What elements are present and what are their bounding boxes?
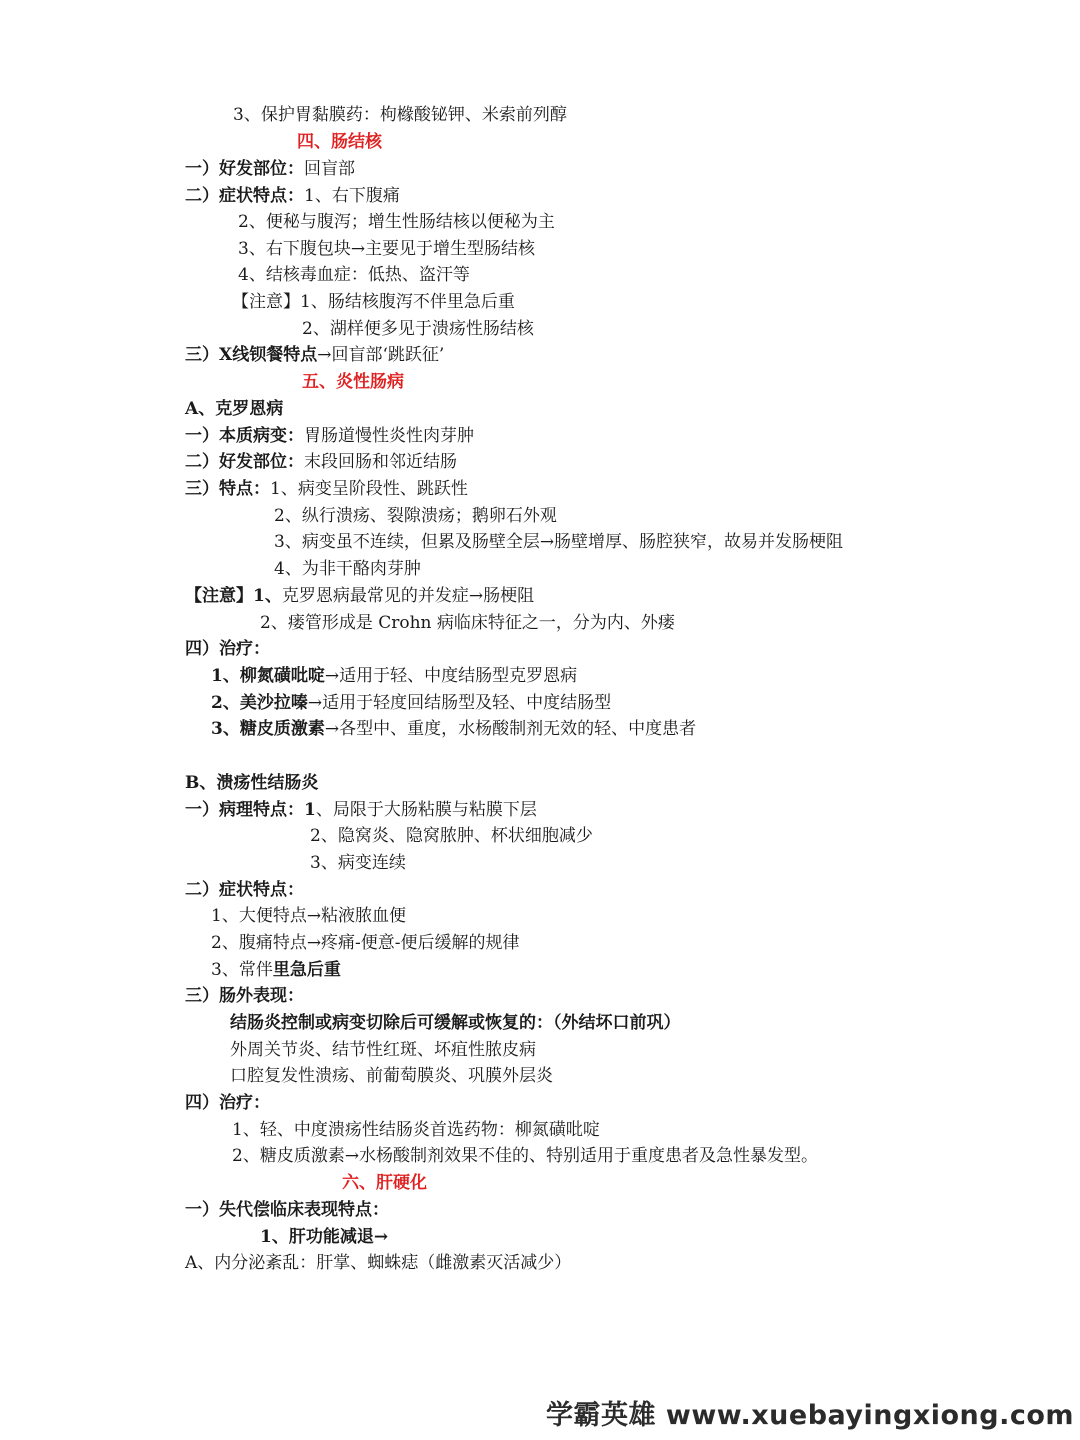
text-line: 外周关节炎、结节性红斑、坏疽性脓皮病	[230, 1040, 536, 1060]
text-line: 2、便秘与腹泻；增生性肠结核以便秘为主	[238, 212, 555, 232]
text-line: 3、病变虽不连续，但累及肠壁全层→肠壁增厚、肠腔狭窄，故易并发肠梗阻	[274, 532, 844, 552]
text-line: 2、美沙拉嗪→适用于轻度回结肠型及轻、中度结肠型	[211, 693, 612, 713]
text-line: 2、纵行溃疡、裂隙溃疡；鹅卵石外观	[274, 506, 557, 526]
text-line: 一）失代偿临床表现特点：	[185, 1200, 389, 1220]
text-line: 1、轻、中度溃疡性结肠炎首选药物：柳氮磺吡啶	[232, 1120, 600, 1140]
text-line: 2、隐窝炎、隐窝脓肿、杯状细胞减少	[310, 826, 593, 846]
text-line: 1、大便特点→粘液脓血便	[211, 906, 407, 926]
text-line: 一）好发部位：回盲部	[185, 159, 355, 179]
text-line: 二）好发部位：末段回肠和邻近结肠	[185, 452, 457, 472]
text-line: 3、病变连续	[310, 853, 406, 873]
text-line: 结肠炎控制或病变切除后可缓解或恢复的：（外结坏口前巩）	[230, 1013, 681, 1033]
section-heading: 四、肠结核	[297, 132, 382, 152]
text-line: 4、结核毒血症：低热、盗汗等	[238, 265, 470, 285]
text-line: 1、柳氮磺吡啶→适用于轻、中度结肠型克罗恩病	[211, 666, 578, 686]
text-line: 【注意】1、克罗恩病最常见的并发症→肠梗阻	[185, 586, 535, 606]
text-line: 2、湖样便多见于溃疡性肠结核	[302, 319, 534, 339]
text-line: 一）病理特点：1、局限于大肠粘膜与粘膜下层	[185, 800, 537, 820]
text-line: 三）肠外表现：	[185, 986, 304, 1006]
text-line: 一）本质病变：胃肠道慢性炎性肉芽肿	[185, 426, 474, 446]
text-line: 二）症状特点：	[185, 880, 304, 900]
text-line: 【注意】1、肠结核腹泻不伴里急后重	[232, 292, 515, 312]
text-line: 二）症状特点：1、右下腹痛	[185, 186, 400, 206]
watermark: 学霸英雄 www.xuebayingxiong.com	[546, 1400, 1075, 1431]
text-line: 三）特点：1、病变呈阶段性、跳跃性	[185, 479, 468, 499]
text-line: 3、常伴里急后重	[211, 960, 341, 980]
text-line: 三）X线钡餐特点→回盲部‘跳跃征’	[185, 345, 445, 365]
subsection-heading: B、溃疡性结肠炎	[185, 773, 319, 793]
text-line: 4、为非干酪肉芽肿	[274, 559, 421, 579]
text-line: 口腔复发性溃疡、前葡萄膜炎、巩膜外层炎	[230, 1066, 553, 1086]
text-line: A、内分泌紊乱：肝掌、蜘蛛痣（雌激素灭活减少）	[185, 1253, 572, 1273]
text-line: 1、肝功能减退→	[260, 1227, 389, 1247]
section-heading: 六、肝硬化	[342, 1173, 427, 1193]
text-line: 2、瘘管形成是 Crohn 病临床特征之一，分为内、外瘘	[260, 613, 675, 633]
section-heading: 五、炎性肠病	[302, 372, 404, 392]
text-line: 3、右下腹包块→主要见于增生型肠结核	[238, 239, 536, 259]
text-line: 四）治疗：	[185, 1093, 270, 1113]
text-line: 2、腹痛特点→疼痛-便意-便后缓解的规律	[211, 933, 520, 953]
text-line: 3、保护胃黏膜药：枸橼酸铋钾、米索前列醇	[233, 105, 567, 125]
text-line: 2、糖皮质激素→水杨酸制剂效果不佳的、特别适用于重度患者及急性暴发型。	[232, 1146, 819, 1166]
text-line: 3、糖皮质激素→各型中、重度，水杨酸制剂无效的轻、中度患者	[211, 719, 697, 739]
text-line: 四）治疗：	[185, 639, 270, 659]
subsection-heading: A、克罗恩病	[185, 399, 284, 419]
